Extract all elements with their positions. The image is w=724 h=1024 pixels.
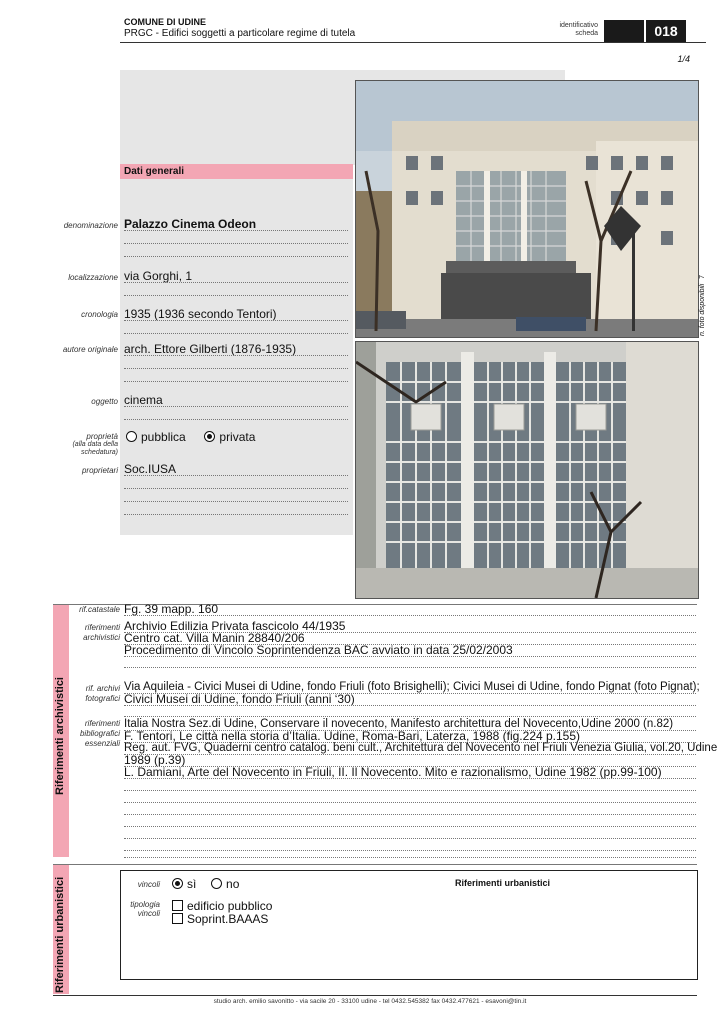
footer-rule bbox=[53, 995, 697, 996]
no-label: no bbox=[226, 877, 240, 891]
proprieta-sub2: schedatura) bbox=[81, 449, 118, 456]
archival-side-title: Riferimenti archivistici bbox=[54, 677, 66, 795]
urban-box-title: Riferimenti urbanistici bbox=[455, 878, 551, 888]
privata-label: privata bbox=[219, 430, 256, 444]
urban-side-title: Riferimenti urbanistici bbox=[54, 876, 66, 993]
pubblica-label: pubblica bbox=[141, 430, 186, 444]
tipologia-item-2 bbox=[172, 912, 268, 926]
biblio-line-5: L. Damiani, Arte del Novecento in Friuli, II. Il Novecento. Mito e razionalismo, Udine 1982 (pp.99-100) bbox=[124, 765, 662, 779]
cronologia-label: cronologia bbox=[81, 310, 118, 319]
biblio-label-3: essenziali bbox=[84, 739, 120, 748]
proprietari-label: proprietari bbox=[81, 466, 118, 475]
foto-line-1: Via Aquileia - Civici Musei di Udine, fondo Friuli (foto Brisighelli); Civici Musei di Udine, fondo Pignat (foto Pignat); bbox=[124, 681, 700, 693]
foto-line-2: Civici Musei di Udine, fondo Friuli (anni ‘30) bbox=[124, 692, 355, 706]
radio-privata[interactable] bbox=[204, 431, 215, 442]
autore-value: arch. Ettore Gilberti (1876-1935) bbox=[124, 342, 297, 356]
radio-no[interactable] bbox=[211, 878, 222, 889]
photo-count-value: 7 bbox=[699, 274, 706, 279]
vincoli-label: vincoli bbox=[137, 880, 160, 889]
archivi-line-2: Centro cat. Villa Manin 28840/206 bbox=[124, 631, 305, 645]
biblio-line-1: Italia Nostra Sez.di Udine, Conservare il novecento, Manifesto architettura del Novecento,Udine 2000 (n.82) bbox=[124, 718, 674, 730]
radio-pubblica[interactable] bbox=[126, 431, 137, 442]
id-box bbox=[604, 20, 644, 42]
urban-rule bbox=[53, 864, 697, 865]
id-label-2: scheda bbox=[575, 30, 598, 37]
checkbox-edificio-pubblico[interactable] bbox=[172, 900, 183, 911]
tipologia-label-1: tipologia bbox=[130, 900, 160, 909]
proprieta-label: proprietà bbox=[86, 432, 118, 441]
catastale-label: rif.catastale bbox=[79, 605, 120, 614]
footer-text: studio arch. emilio savonitto - via sacile 20 - 33100 udine - tel 0432.545382 fax 0432.477621 - esavoni@tin.it bbox=[213, 998, 527, 1005]
proprieta-sub1: (alla data della bbox=[72, 441, 118, 448]
photo-window-detail bbox=[355, 341, 699, 599]
tipologia-item-1 bbox=[172, 899, 272, 913]
tipologia-1-label: edificio pubblico bbox=[187, 899, 273, 913]
checkbox-soprint[interactable] bbox=[172, 913, 183, 924]
proprieta-options bbox=[126, 430, 255, 444]
tipologia-2-label: Soprint.BAAAS bbox=[187, 912, 269, 926]
header-rule bbox=[120, 42, 706, 43]
denominazione-label: denominazione bbox=[63, 221, 118, 230]
si-label: sì bbox=[187, 877, 197, 891]
photo-building-facade bbox=[355, 80, 699, 338]
id-label-1: identificativo bbox=[559, 22, 598, 29]
biblio-label-2: bibliografici bbox=[79, 729, 120, 738]
comune-title: COMUNE DI UDINE bbox=[124, 17, 207, 27]
building-facade-drawing bbox=[356, 81, 698, 337]
foto-label-1: rif. archivi bbox=[85, 684, 120, 693]
archivi-line-3: Procedimento di Vincolo Soprintendenza BAC avviato in data 25/02/2003 bbox=[124, 643, 513, 657]
denominazione-value: Palazzo Cinema Odeon bbox=[124, 217, 257, 231]
catastale-value: Fg. 39 mapp. 160 bbox=[124, 602, 219, 616]
photo-count-label: n. foto disponibili bbox=[699, 283, 706, 336]
biblio-label-1: riferimenti bbox=[84, 719, 120, 728]
window-detail-drawing bbox=[356, 342, 698, 598]
oggetto-label: oggetto bbox=[91, 397, 118, 406]
archivi-line-1: Archivio Edilizia Privata fascicolo 44/1935 bbox=[124, 619, 346, 633]
radio-si[interactable] bbox=[172, 878, 183, 889]
id-number: 018 bbox=[646, 20, 686, 42]
general-section-title: Dati generali bbox=[124, 166, 185, 177]
localizzazione-label: localizzazione bbox=[68, 273, 118, 282]
document-subtitle: PRGC - Edifici soggetti a particolare regime di tutela bbox=[124, 28, 356, 39]
biblio-line-3: Reg. aut. FVG, Quaderni centro catalog. beni cult., Architettura del Novecento nel Friuli Venezia Giulia, vol.20, Udine bbox=[124, 742, 718, 754]
vincoli-options bbox=[172, 877, 239, 891]
localizzazione-value: via Gorghi, 1 bbox=[124, 269, 193, 283]
autore-label: autore originale bbox=[62, 345, 118, 354]
archivi-label-2: archivistici bbox=[83, 633, 120, 642]
biblio-line-4: 1989 (p.39) bbox=[124, 753, 186, 767]
oggetto-value: cinema bbox=[124, 393, 163, 407]
cronologia-value: 1935 (1936 secondo Tentori) bbox=[124, 307, 277, 321]
biblio-line-2: F. Tentori, Le città nella storia d’Italia. Udine, Roma-Bari, Laterza, 1988 (fig.224 p.155) bbox=[124, 729, 581, 743]
general-panel-bg-lower bbox=[120, 179, 353, 535]
proprietari-value: Soc.IUSA bbox=[124, 462, 177, 476]
header bbox=[0, 0, 724, 64]
foto-label-2: fotografici bbox=[85, 694, 120, 703]
page-number: 1/4 bbox=[677, 54, 690, 64]
archivi-label-1: riferimenti bbox=[84, 623, 120, 632]
photo-count bbox=[699, 275, 706, 336]
tipologia-label-2: vincoli bbox=[137, 909, 160, 918]
